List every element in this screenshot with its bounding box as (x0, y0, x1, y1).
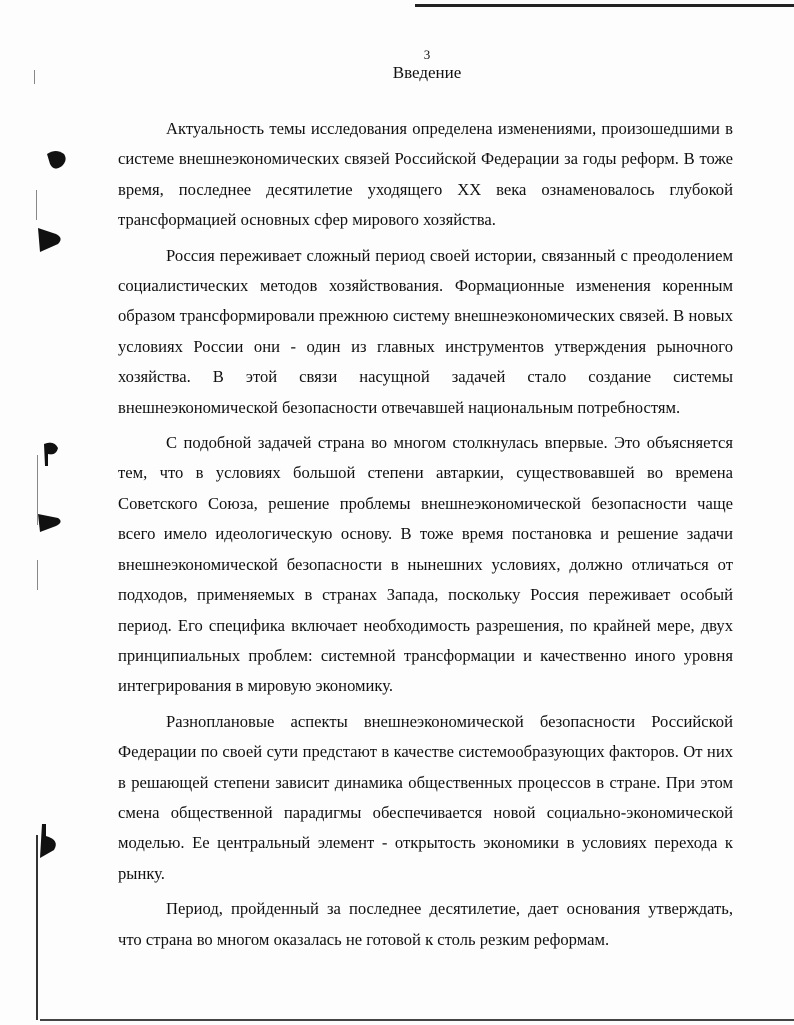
binder-hole-mark (36, 222, 66, 256)
body-text (118, 114, 733, 960)
scan-edge-line-top (415, 4, 794, 7)
paragraph: Разноплановые аспекты внешнеэкономической безопасности Российской Федерации по своей сути предстают в качестве системообразующих факторов. От них в решающей степени зависит динамика общественных процессов в стране. При этом смена общественной парадигмы обеспечивается новой социально-экономической моделью. Ее центральный элемент - открытость экономики в условиях перехода к рынку. (118, 711, 733, 883)
page-number: 3 (423, 47, 431, 62)
paragraph: Россия переживает сложный период своей истории, связанный с преодолением социалистических методов хозяйствования. Формационные изменения коренным образом трансформировали прежнюю систему внешнеэкономических связей. В новых условиях России они - один из главных инструментов утверждения рыночного хозяйства. В этой связи насущной задачей стало создание системы внешнеэкономической безопасности отвечавшей национальным потребностям. (118, 245, 733, 417)
paragraph: Актуальность темы исследования определена изменениями, произошедшими в системе внешнеэкономических связей Российской Федерации за годы реформ. В тоже время, последнее десятилетие уходящего XX века ознаменовалось глубокой трансформацией основных сфер мирового хозяйства. (118, 119, 733, 230)
scan-mark (37, 560, 38, 590)
scan-edge-line-bottom (40, 1019, 794, 1021)
binder-hole-mark (44, 148, 70, 174)
binder-hole-mark (36, 506, 66, 536)
paragraph: Период, пройденный за последнее десятилетие, дает основания утверждать, что страна во многом оказалась не готовой к столь резким реформам. (118, 899, 733, 949)
binder-hole-mark (36, 822, 64, 862)
page-title: Введение (392, 63, 462, 82)
paragraph: С подобной задачей страна во многом столкнулась впервые. Это объясняется тем, что в условиях большой степени автаркии, существовавшей во времена Советского Союза, решение проблемы внешнеэкономической безопасности чаще всего имело идеологическую основу. В тоже время постановка и решение задачи внешнеэкономической безопасности в нынешних условиях, должно отличаться от подходов, применяемых в странах Запада, поскольку Россия переживает особый период. Его специфика включает необходимость разрешения, по крайней мере, двух принципиальных проблем: системной трансформации и качественно иного уровня интегрирования в мировую экономику. (118, 433, 733, 696)
binder-hole-mark (40, 440, 66, 470)
scan-edge-line-left (36, 835, 38, 1020)
scan-mark (36, 190, 37, 220)
